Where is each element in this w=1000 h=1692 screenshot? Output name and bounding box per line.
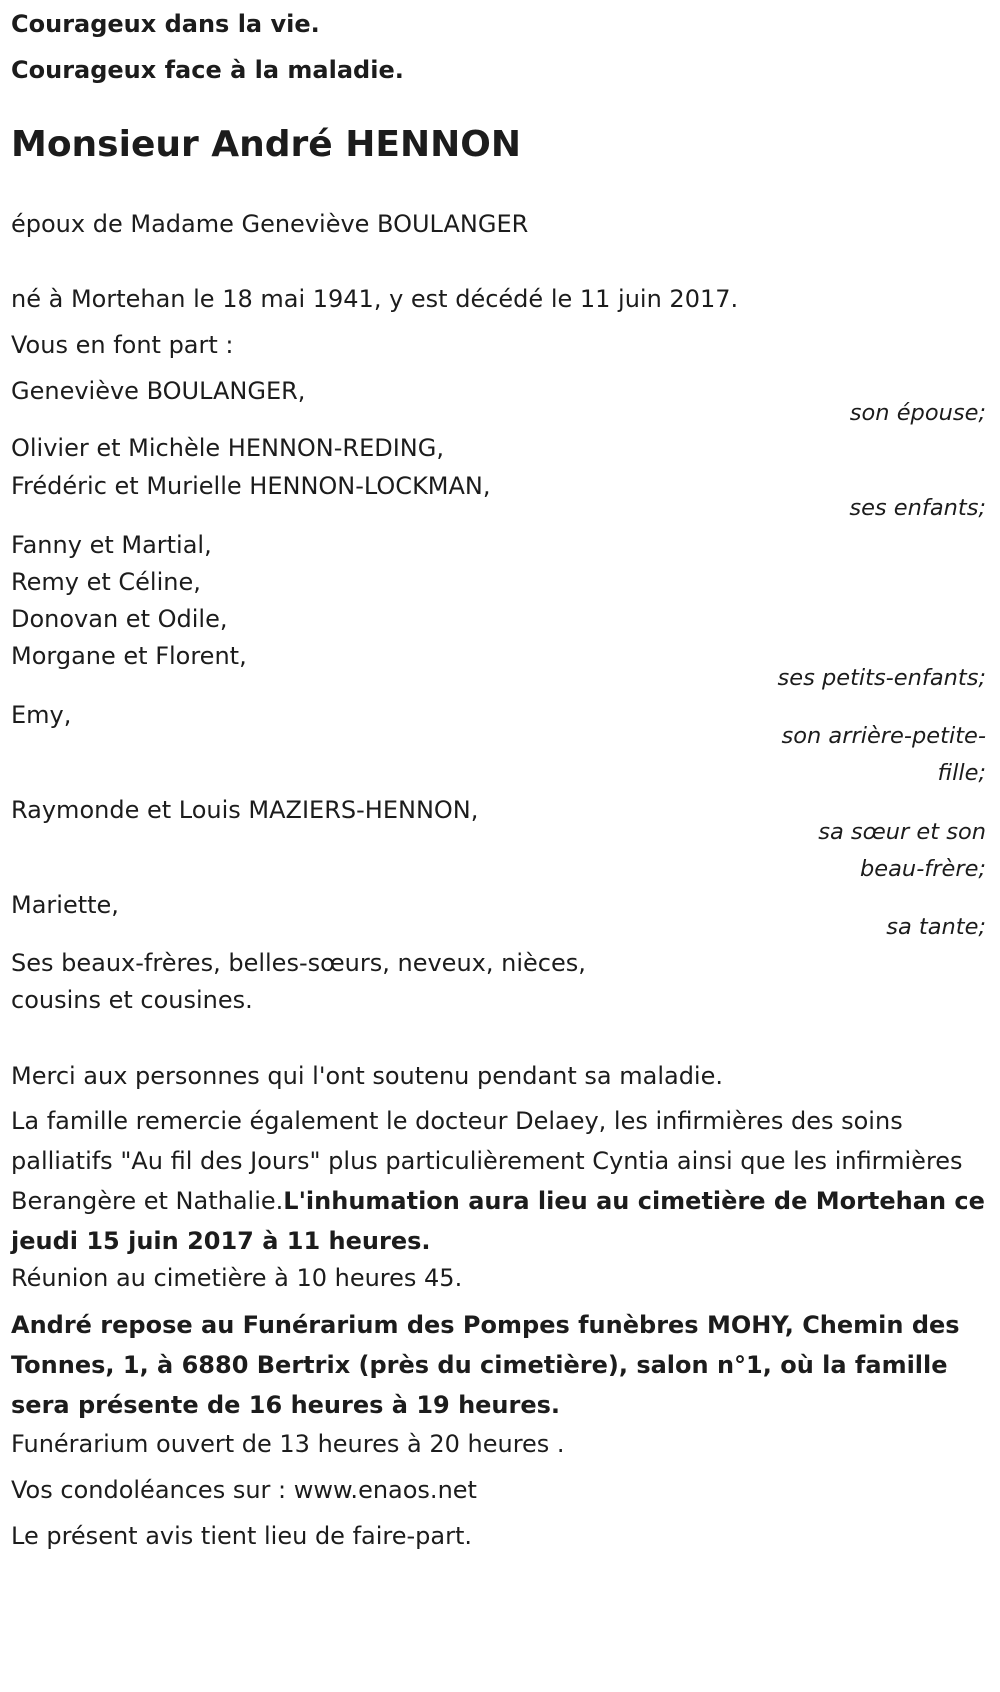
family-role: son épouse;: [849, 400, 986, 426]
family-name: Frédéric et Murielle HENNON-LOCKMAN,: [11, 472, 491, 500]
family-name: Donovan et Odile,: [11, 605, 228, 633]
header-line-2: Courageux face à la maladie.: [11, 56, 404, 84]
family-name: Morgane et Florent,: [11, 642, 247, 670]
family-name: Fanny et Martial,: [11, 531, 212, 559]
family-name: Olivier et Michèle HENNON-REDING,: [11, 434, 444, 462]
faire-part-line: Le présent avis tient lieu de faire-part.: [11, 1522, 473, 1550]
family-name: Geneviève BOULANGER,: [11, 377, 306, 405]
family-role: ses petits-enfants;: [777, 665, 986, 691]
family-name: Ses beaux-frères, belles-sœurs, neveux, nièces,: [11, 949, 586, 977]
family-name: Raymonde et Louis MAZIERS-HENNON,: [11, 796, 479, 824]
thanks-line: Merci aux personnes qui l'ont soutenu pendant sa maladie.: [11, 1062, 723, 1090]
header-line-1: Courageux dans la vie.: [11, 10, 320, 38]
family-name: Emy,: [11, 701, 72, 729]
condolences-line: Vos condoléances sur : www.enaos.net: [11, 1476, 477, 1504]
family-role: son arrière-petite-: [781, 723, 986, 749]
family-role: sa tante;: [886, 914, 986, 940]
spouse-line: époux de Madame Geneviève BOULANGER: [11, 210, 529, 238]
funerarium-hours-line: Funérarium ouvert de 13 heures à 20 heures .: [11, 1430, 565, 1458]
family-name: Mariette,: [11, 891, 119, 919]
family-role: ses enfants;: [849, 495, 986, 521]
family-name: cousins et cousines.: [11, 986, 253, 1014]
deceased-name: Monsieur André HENNON: [11, 124, 521, 165]
repose-paragraph: André repose au Funérarium des Pompes funèbres MOHY, Chemin des Tonnes, 1, à 6880 Bertrix (près du cimetière), salon n°1, où la famille sera présente de 16 heures à 19 heures.: [11, 1311, 960, 1419]
family-name: Remy et Céline,: [11, 568, 201, 596]
remerciements-paragraph: [11, 1101, 991, 1261]
birth-death-line: né à Mortehan le 18 mai 1941, y est décédé le 11 juin 2017.: [11, 285, 739, 313]
intro-line: Vous en font part :: [11, 331, 234, 359]
family-role: sa sœur et son: [818, 819, 986, 845]
remerciements-text: La famille remercie également le docteur Delaey, les infirmières des soins palliatifs "Au fil des Jours" plus particulièrement Cyntia ainsi que les infirmières Berangère et Nathalie.: [11, 1107, 963, 1215]
reunion-line: Réunion au cimetière à 10 heures 45.: [11, 1264, 463, 1292]
family-role: beau-frère;: [860, 856, 986, 882]
family-role: fille;: [937, 760, 986, 786]
inhumation-text: L'inhumation aura lieu au cimetière de Mortehan ce jeudi 15 juin 2017 à 11 heures.: [11, 1187, 985, 1255]
